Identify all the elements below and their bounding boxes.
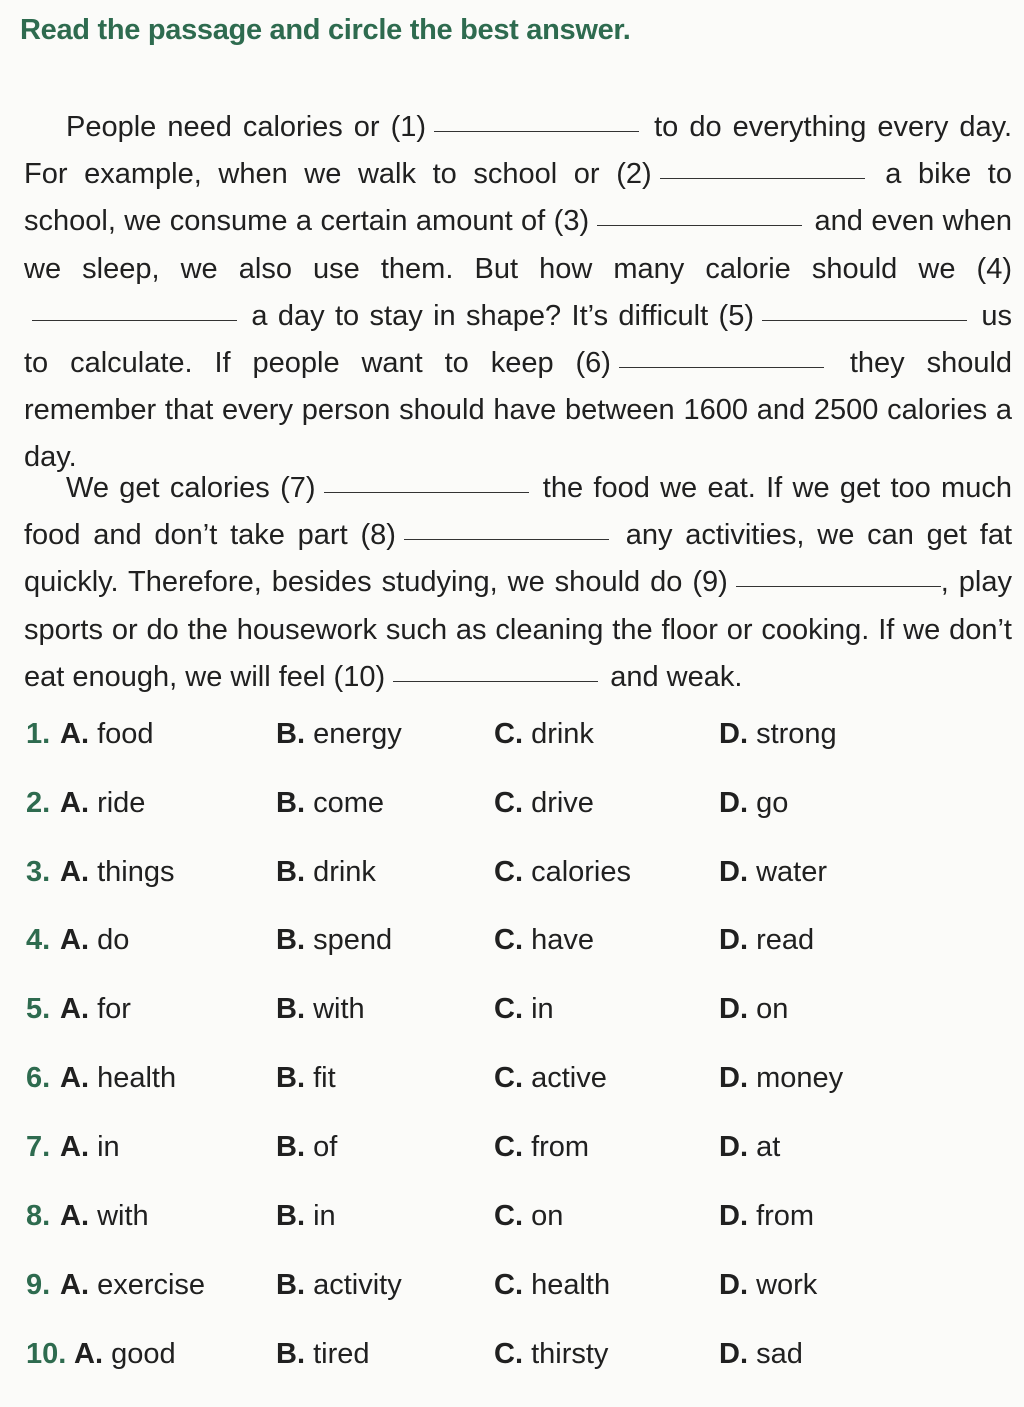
option-c[interactable]: C. drive [494, 787, 594, 819]
option-c[interactable]: C. health [494, 1269, 611, 1301]
question-number: 1. [26, 718, 51, 750]
passage-paragraph-1 [24, 104, 1012, 482]
answer-blank-1[interactable] [434, 130, 639, 132]
question-row [26, 1338, 1006, 1378]
passage-text: the food we eat. If we get too much food and don’t take part [24, 472, 1012, 552]
question-number: 8. [26, 1200, 51, 1232]
option-b[interactable]: B. drink [276, 856, 376, 888]
option-a[interactable]: A. in [60, 1131, 120, 1163]
passage-text: People need calories or [66, 111, 380, 143]
option-a[interactable]: A. do [60, 924, 130, 956]
answer-blank-4[interactable] [32, 319, 237, 321]
blank-number-8: (8) [360, 519, 396, 552]
option-a[interactable]: A. food [60, 718, 154, 750]
option-c[interactable]: C. thirsty [494, 1338, 609, 1370]
answer-blank-2[interactable] [660, 177, 865, 179]
option-d[interactable]: D. strong [719, 718, 837, 750]
question-number: 3. [26, 856, 51, 888]
option-d[interactable]: D. work [719, 1269, 818, 1301]
option-d[interactable]: D. go [719, 787, 789, 819]
option-a[interactable]: A. ride [60, 787, 146, 819]
passage-text: they should remember that every person should have between 1600 and 2500 calories a day. [24, 347, 1013, 474]
option-c[interactable]: C. on [494, 1200, 564, 1232]
option-d[interactable]: D. money [719, 1062, 844, 1094]
blank-number-3: (3) [553, 205, 590, 238]
option-a[interactable]: A. for [60, 993, 131, 1025]
option-c[interactable]: C. in [494, 993, 554, 1025]
answer-blank-9[interactable] [736, 585, 941, 587]
option-c[interactable]: C. calories [494, 856, 631, 888]
option-c[interactable]: C. drink [494, 718, 594, 750]
option-b[interactable]: B. tired [276, 1338, 370, 1370]
blank-number-6: (6) [575, 347, 611, 380]
question-number: 10. [26, 1338, 67, 1370]
option-c[interactable]: C. active [494, 1062, 607, 1094]
blank-number-1: (1) [390, 111, 427, 143]
option-c[interactable]: C. have [494, 924, 594, 956]
option-d[interactable]: D. water [719, 856, 827, 888]
blank-number-10: (10) [333, 660, 386, 693]
passage-text: a bike to school, we consume a certain amount of [24, 158, 1012, 238]
blank-number-4: (4) [976, 252, 1012, 285]
option-a[interactable]: A. things [60, 856, 175, 888]
answer-blank-8[interactable] [404, 538, 609, 540]
passage-text: us to calculate. If people want to keep [24, 299, 1013, 380]
answer-blank-3[interactable] [597, 224, 802, 226]
exercise-heading: Read the passage and circle the best answer. [20, 14, 631, 46]
option-c[interactable]: C. from [494, 1131, 590, 1163]
question-row [26, 1062, 1006, 1102]
answer-blank-7[interactable] [324, 491, 529, 493]
question-row [26, 787, 1006, 827]
blank-number-7: (7) [280, 472, 316, 504]
question-number: 2. [26, 787, 51, 819]
option-a[interactable]: A. exercise [60, 1269, 206, 1301]
passage-text: and even when we sleep, we also use them. But how many calorie should we [24, 205, 1012, 285]
option-d[interactable]: D. from [719, 1200, 815, 1232]
option-d[interactable]: D. on [719, 993, 789, 1025]
option-a[interactable]: A. health [60, 1062, 177, 1094]
passage-text: and weak. [610, 660, 743, 693]
option-b[interactable]: B. in [276, 1200, 336, 1232]
question-number: 7. [26, 1131, 51, 1163]
question-row [26, 718, 1006, 758]
passage-paragraph-2 [24, 465, 1012, 701]
option-d[interactable]: D. sad [719, 1338, 803, 1370]
question-row [26, 993, 1006, 1033]
question-number: 9. [26, 1269, 51, 1301]
question-row [26, 1131, 1006, 1171]
blank-number-5: (5) [718, 299, 754, 332]
question-row [26, 856, 1006, 896]
option-b[interactable]: B. with [276, 993, 365, 1025]
passage-text: , play sports or do the housework such as cleaning the floor or cooking. If we don’t eat enough, we will feel [24, 566, 1012, 693]
option-b[interactable]: B. come [276, 787, 384, 819]
blank-number-9: (9) [692, 566, 728, 599]
question-row [26, 1269, 1006, 1309]
question-row [26, 1200, 1006, 1240]
answer-blank-5[interactable] [762, 319, 967, 321]
question-row [26, 924, 1006, 964]
question-number: 6. [26, 1062, 51, 1094]
blank-number-2: (2) [616, 158, 652, 191]
option-b[interactable]: B. of [276, 1131, 338, 1163]
option-b[interactable]: B. energy [276, 718, 402, 750]
question-number: 5. [26, 993, 51, 1025]
option-b[interactable]: B. spend [276, 924, 393, 956]
question-number: 4. [26, 924, 51, 956]
option-d[interactable]: D. read [719, 924, 815, 956]
passage-text: a day to stay in shape? It’s difficult [251, 299, 709, 332]
passage-text: any activities, we can get fat quickly. Therefore, besides studying, we should do [24, 519, 1013, 599]
option-a[interactable]: A. with [60, 1200, 149, 1232]
option-a[interactable]: A. good [74, 1338, 176, 1370]
passage-text: We get calories [66, 472, 270, 504]
answer-blank-6[interactable] [619, 366, 824, 368]
option-d[interactable]: D. at [719, 1131, 781, 1163]
option-b[interactable]: B. activity [276, 1269, 402, 1301]
option-b[interactable]: B. fit [276, 1062, 336, 1094]
answer-blank-10[interactable] [393, 680, 598, 682]
passage-text: to do everything every day. For example, when we walk to school or [24, 111, 1013, 191]
